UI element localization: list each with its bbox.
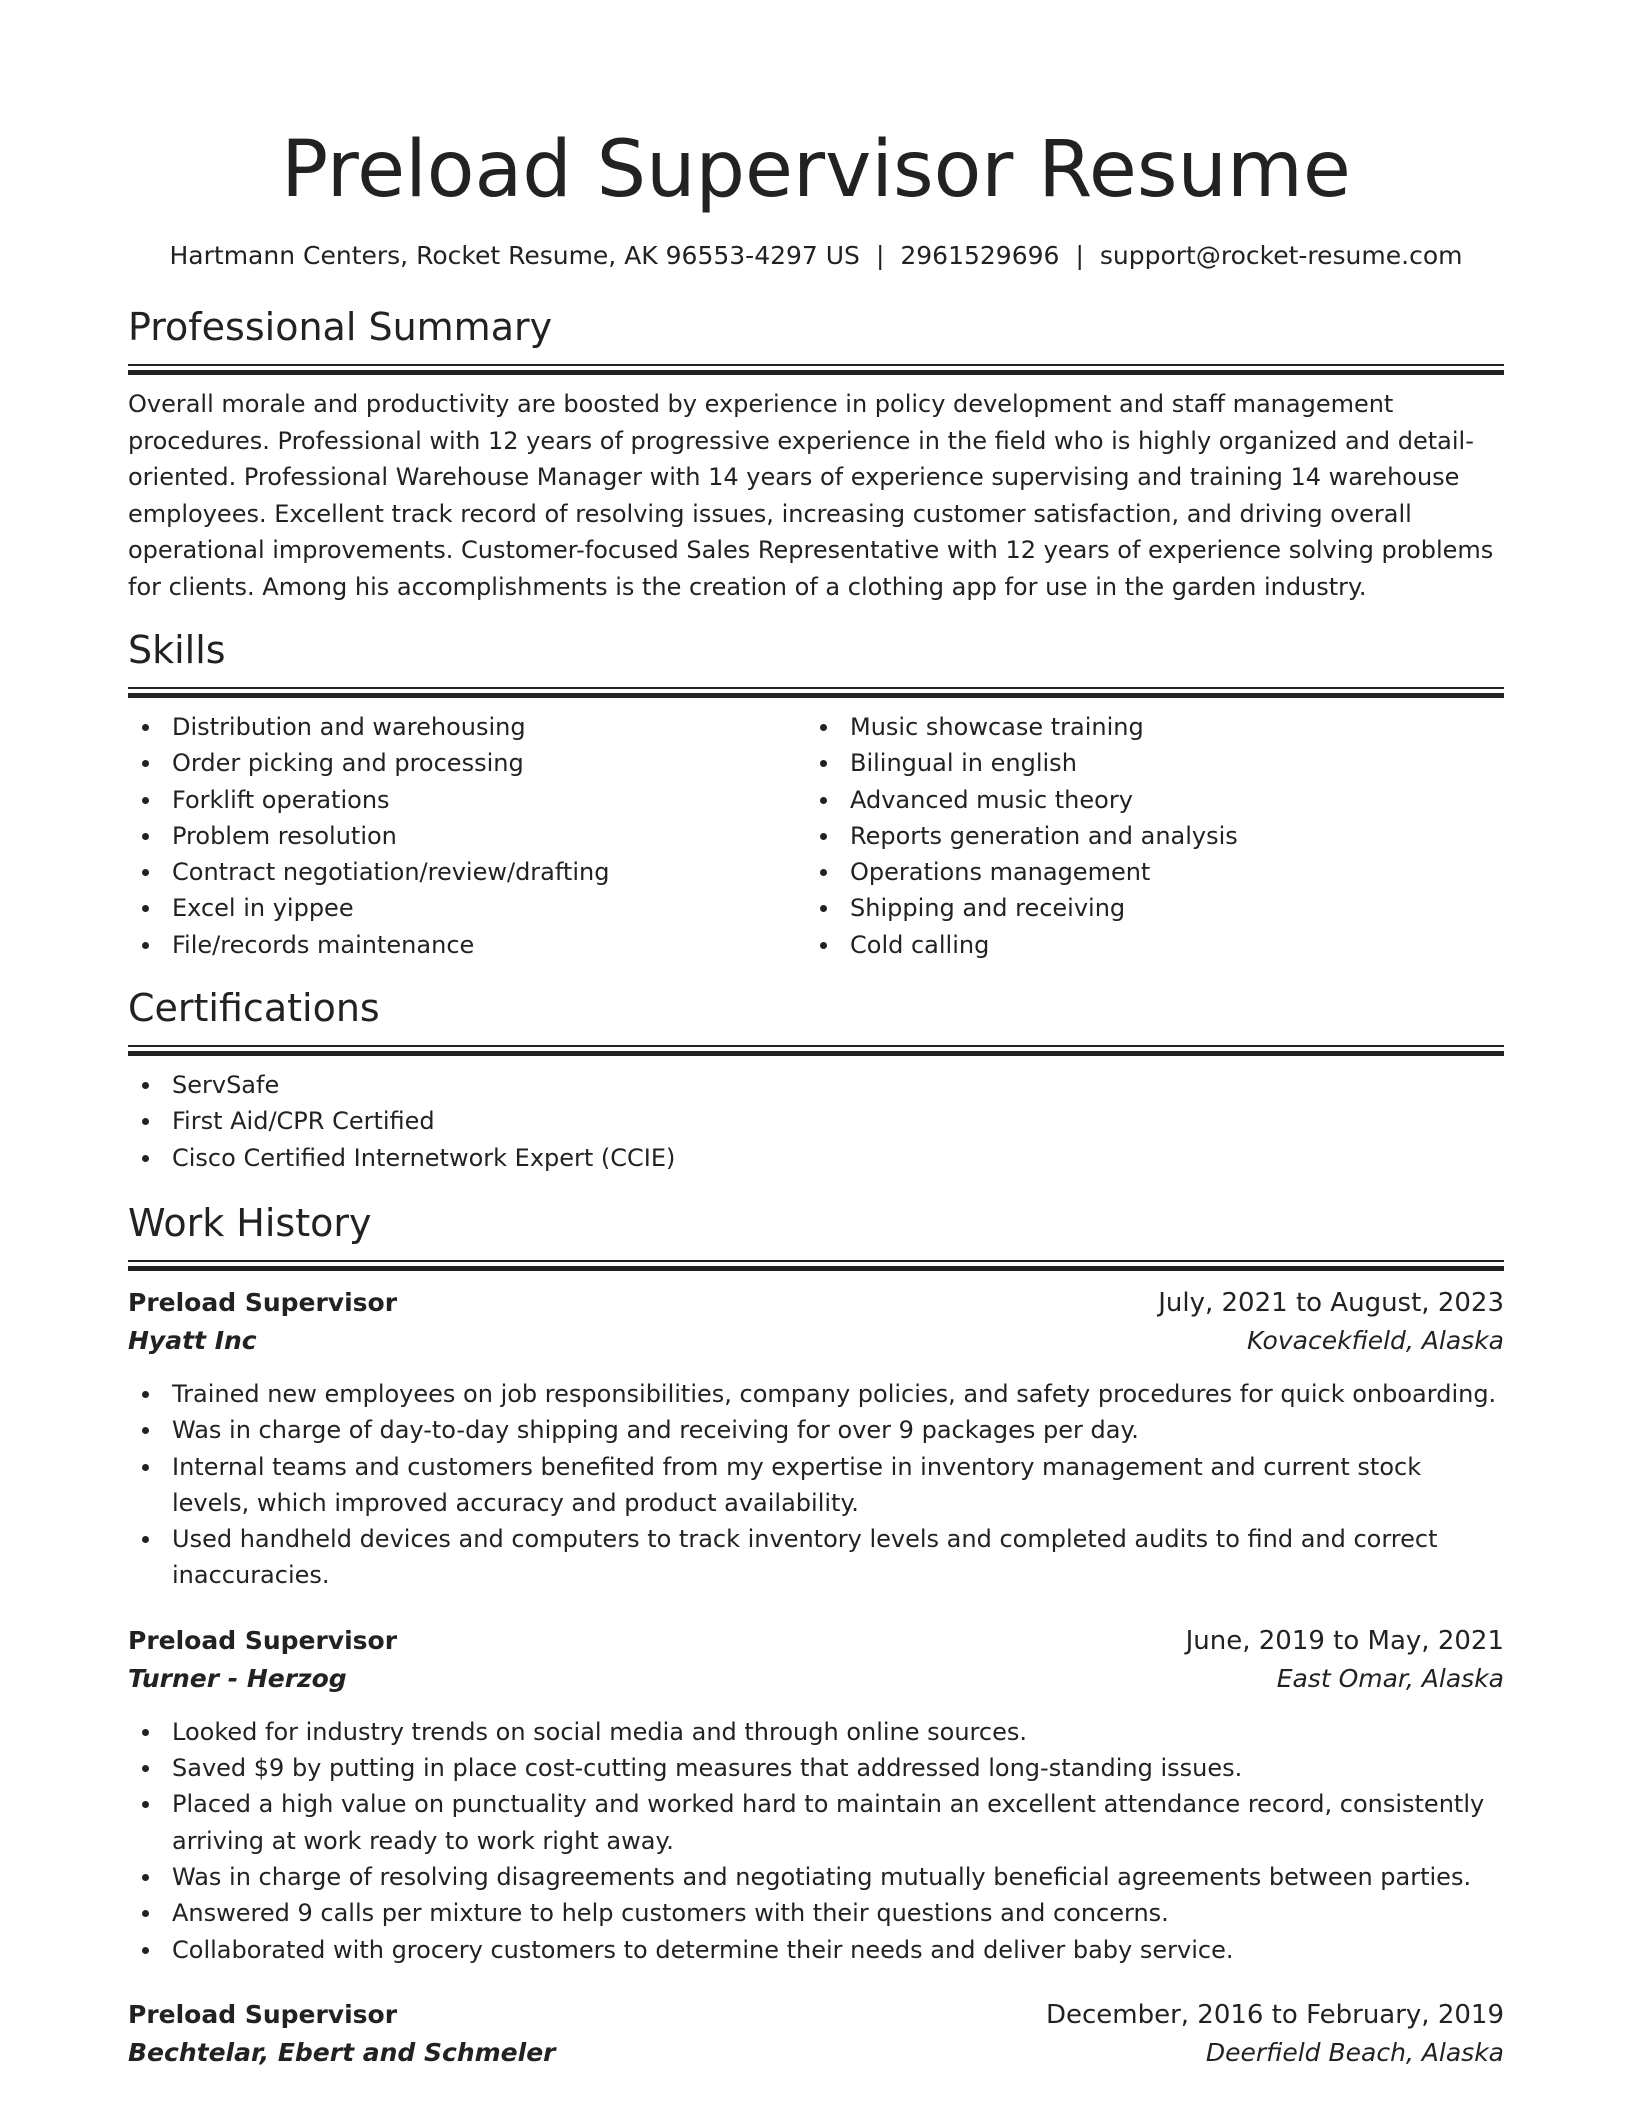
- job-title: Preload Supervisor: [128, 1625, 398, 1655]
- job-entry: [128, 1996, 1504, 2072]
- job-bullet: Was in charge of resolving disagreements and negotiating mutually beneficial agreements between parties.: [128, 1859, 1504, 1895]
- job-header: [128, 1622, 1504, 1660]
- certification-item: Cisco Certified Internetwork Expert (CCIE): [128, 1140, 1504, 1176]
- certifications-list: [128, 1067, 1504, 1176]
- page-title: Preload Supervisor Resume: [281, 125, 1351, 215]
- job-entry: [128, 1622, 1504, 1968]
- work-history-section: [128, 1198, 1504, 2072]
- job-entry: [128, 1284, 1504, 1594]
- skill-item: Excel in yippee: [128, 890, 806, 926]
- skill-item: Problem resolution: [128, 818, 806, 854]
- contact-email: support@rocket-resume.com: [1099, 241, 1463, 270]
- contact-separator: |: [875, 241, 885, 270]
- job-company: Hyatt Inc: [128, 1325, 257, 1355]
- job-location: Deerfield Beach, Alaska: [1205, 2037, 1504, 2067]
- skill-item: Reports generation and analysis: [806, 818, 1484, 854]
- skills-list-left: [128, 709, 806, 963]
- section-divider: [128, 364, 1504, 374]
- contact-separator: |: [1075, 241, 1084, 270]
- skill-item: Operations management: [806, 854, 1484, 890]
- job-dates: December, 2016 to February, 2019: [1045, 1999, 1504, 2030]
- skill-item: File/records maintenance: [128, 927, 806, 963]
- job-location: Kovacekfield, Alaska: [1247, 1325, 1504, 1355]
- section-heading-skills: Skills: [128, 628, 226, 672]
- contact-address: Hartmann Centers, Rocket Resume, AK 96553-4297 US: [169, 241, 860, 270]
- skill-item: Forklift operations: [128, 782, 806, 818]
- job-company: Bechtelar, Ebert and Schmeler: [128, 2037, 556, 2067]
- job-dates: June, 2019 to May, 2021: [1185, 1625, 1504, 1656]
- skills-list-right: [806, 709, 1484, 963]
- summary-text: Overall morale and productivity are boosted by experience in policy development and staff management procedures. Professional with 12 years of progressive experience in the field who is highly organized and detail-oriented. Professional Warehouse Manager with 14 years of experience supervising and training 14 warehouse employees. Excellent track record of resolving issues, increasing customer satisfaction, and driving overall operational improvements. Customer-focused Sales Representative with 12 years of experience solving problems for clients. Among his accomplishments is the creation of a clothing app for use in the garden industry.: [128, 390, 1494, 601]
- certification-item: ServSafe: [128, 1067, 1504, 1103]
- job-bullet: Looked for industry trends on social media and through online sources.: [128, 1714, 1504, 1750]
- contact-phone: 2961529696: [900, 241, 1060, 270]
- job-bullet: Collaborated with grocery customers to determine their needs and deliver baby service.: [128, 1932, 1504, 1968]
- skill-item: Bilingual in english: [806, 745, 1484, 781]
- job-bullet: Placed a high value on punctuality and worked hard to maintain an excellent attendance record, consistently arriving at work ready to work right away.: [128, 1786, 1504, 1859]
- contact-line: [128, 238, 1504, 274]
- section-heading-summary: Professional Summary: [128, 305, 553, 349]
- job-header: [128, 1996, 1504, 2034]
- skill-item: Shipping and receiving: [806, 890, 1484, 926]
- job-bullet: Used handheld devices and computers to track inventory levels and completed audits to find and correct inaccuracies.: [128, 1521, 1504, 1594]
- summary-section: [128, 302, 1504, 605]
- skills-columns: [128, 709, 1504, 963]
- skill-item: Contract negotiation/review/drafting: [128, 854, 806, 890]
- skill-item: Music showcase training: [806, 709, 1484, 745]
- section-divider: [128, 1045, 1504, 1055]
- certification-item: First Aid/CPR Certified: [128, 1103, 1504, 1139]
- job-title: Preload Supervisor: [128, 1287, 398, 1317]
- job-title: Preload Supervisor: [128, 1999, 398, 2029]
- job-bullet: Internal teams and customers benefited from my expertise in inventory management and current stock levels, which improved accuracy and product availability.: [128, 1449, 1504, 1522]
- job-bullet: Was in charge of day-to-day shipping and receiving for over 9 packages per day.: [128, 1412, 1504, 1448]
- section-divider: [128, 687, 1504, 697]
- job-bullets: [128, 1376, 1504, 1594]
- job-dates: July, 2021 to August, 2023: [1158, 1287, 1504, 1318]
- certifications-section: [128, 983, 1504, 1176]
- job-bullets: [128, 1714, 1504, 1968]
- job-bullet: Answered 9 calls per mixture to help customers with their questions and concerns.: [128, 1895, 1504, 1931]
- job-subheader: [128, 1660, 1504, 1698]
- section-heading-work-history: Work History: [128, 1200, 372, 1245]
- job-subheader: [128, 2034, 1504, 2072]
- job-location: East Omar, Alaska: [1276, 1663, 1504, 1693]
- section-heading-certifications: Certifications: [128, 986, 380, 1031]
- job-subheader: [128, 1322, 1504, 1360]
- job-bullet: Saved $9 by putting in place cost-cutting measures that addressed long-standing issues.: [128, 1750, 1504, 1786]
- section-divider: [128, 1260, 1504, 1270]
- skill-item: Distribution and warehousing: [128, 709, 806, 745]
- skills-section: [128, 625, 1504, 963]
- job-bullet: Trained new employees on job responsibilities, company policies, and safety procedures for quick onboarding.: [128, 1376, 1504, 1412]
- job-company: Turner - Herzog: [128, 1663, 347, 1693]
- skill-item: Cold calling: [806, 927, 1484, 963]
- skill-item: Order picking and processing: [128, 745, 806, 781]
- job-header: [128, 1284, 1504, 1322]
- skill-item: Advanced music theory: [806, 782, 1484, 818]
- resume-page: [128, 0, 1504, 2072]
